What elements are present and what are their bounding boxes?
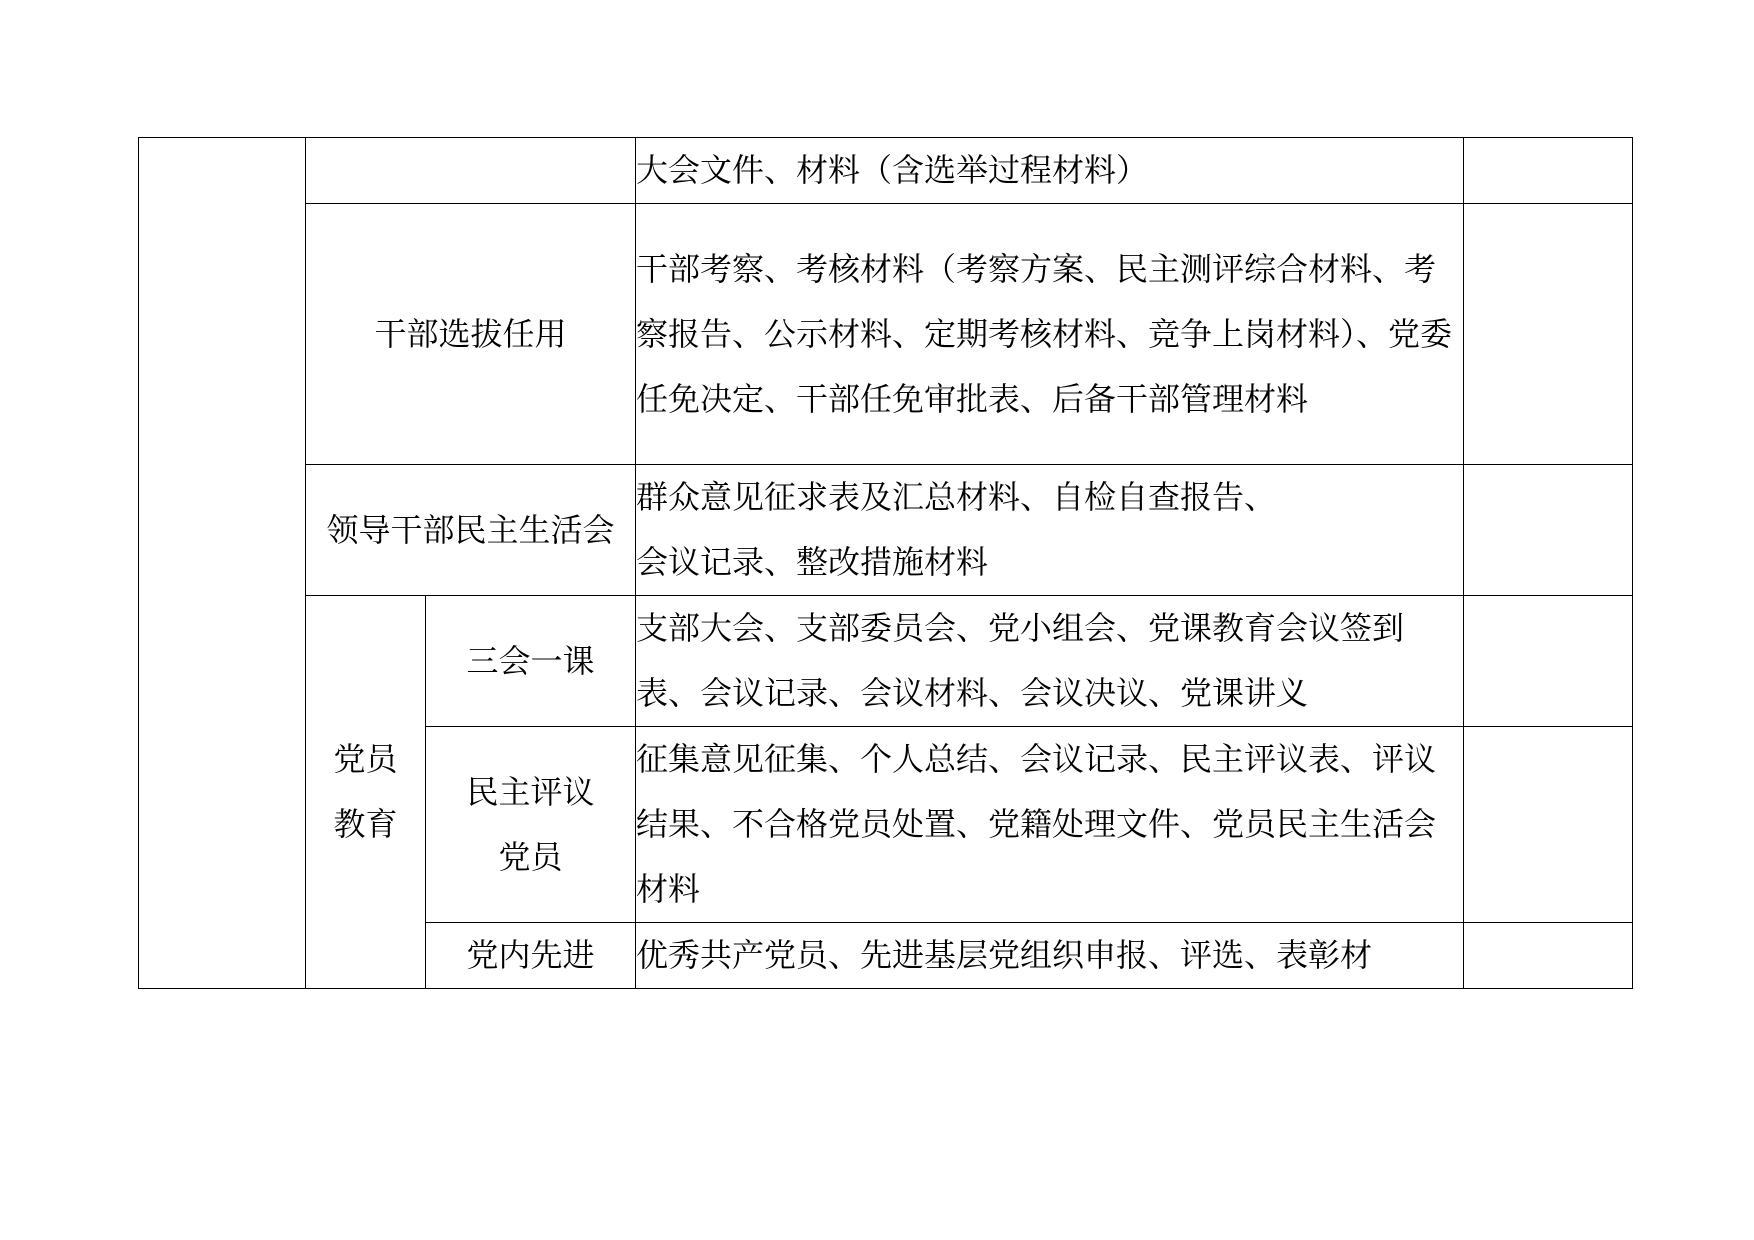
remarks-cell — [1464, 727, 1633, 923]
table-row — [139, 596, 1633, 727]
content-cell-three-meetings: 支部大会、支部委员会、党小组会、党课教育会议签到表、会议记录、会议材料、会议决议、党课讲义 — [636, 596, 1464, 727]
subcategory-three-meetings: 三会一课 — [426, 596, 636, 727]
remarks-cell — [1464, 465, 1633, 596]
content-cell-cadre-selection: 干部考察、考核材料（考察方案、民主测评综合材料、考察报告、公示材料、定期考核材料、竞争上岗材料）、党委任免决定、干部任免审批表、后备干部管理材料 — [636, 204, 1464, 465]
category-party-education — [306, 596, 426, 989]
table-row — [139, 138, 1633, 204]
remarks-cell — [1464, 596, 1633, 727]
content-cell-leadership-meeting — [636, 465, 1464, 596]
category-cadre-selection: 干部选拔任用 — [306, 204, 636, 465]
category-cell-empty — [306, 138, 636, 204]
content-cell-democratic-review: 征集意见征集、个人总结、会议记录、民主评议表、评议结果、不合格党员处置、党籍处理文件、党员民主生活会材料 — [636, 727, 1464, 923]
subcategory-party-advanced: 党内先进 — [426, 923, 636, 989]
table-row — [139, 465, 1633, 596]
subcategory-democratic-review — [426, 727, 636, 923]
category-line: 党员 — [333, 740, 398, 778]
content-cell-conference-files: 大会文件、材料（含选举过程材料） — [636, 138, 1464, 204]
content-line: 群众意见征求表及汇总材料、自检自查报告、 — [636, 478, 1277, 516]
archive-catalog-table — [138, 137, 1633, 989]
remarks-cell — [1464, 923, 1633, 989]
subcategory-line: 党员 — [498, 837, 563, 876]
table-row — [139, 204, 1633, 465]
category-leadership-meeting: 领导干部民主生活会 — [306, 465, 636, 596]
subcategory-line: 民主评议 — [466, 772, 595, 811]
remarks-cell — [1464, 204, 1633, 465]
remarks-cell — [1464, 138, 1633, 204]
category-line: 教育 — [333, 805, 398, 843]
first-column-cell — [139, 138, 306, 989]
content-cell-party-advanced: 优秀共产党员、先进基层党组织申报、评选、表彰材 — [636, 923, 1464, 989]
content-line: 会议记录、整改措施材料 — [636, 543, 989, 581]
